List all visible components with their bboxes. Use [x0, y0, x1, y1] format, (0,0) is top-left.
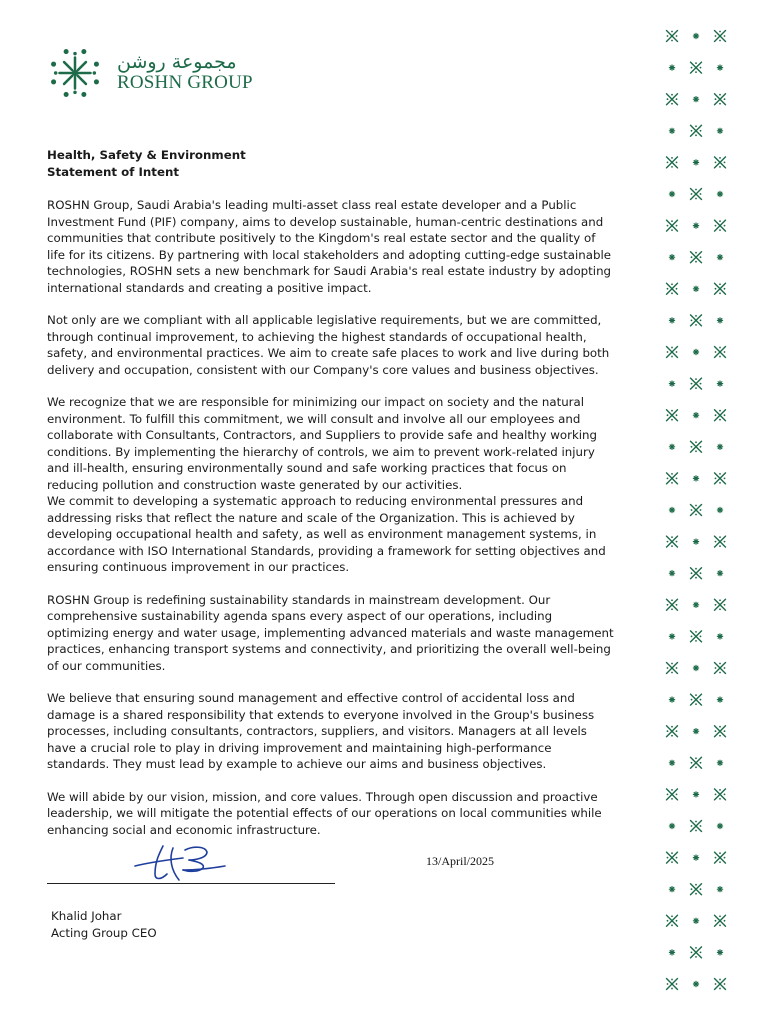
pattern-large-star	[715, 473, 726, 484]
decorative-pattern	[660, 26, 732, 1006]
pattern-small-star	[693, 855, 698, 860]
paragraph: ROSHN Group is redefining sustainability standards in mainstream development. Our comprehensive sustainability agenda spans every aspect of our operations, including optimizing energy and water usage, implementing advanced materials and waste management practices, enhancing transport systems and connectivity, and prioritizing the overall well-being of our communities.	[47, 592, 614, 673]
roshn-emblem-icon	[46, 44, 104, 102]
pattern-small-star	[717, 65, 722, 70]
pattern-small-star	[717, 950, 722, 955]
pattern-large-star	[691, 947, 702, 958]
pattern-small-star	[693, 981, 698, 986]
signer-title: Acting Group CEO	[51, 926, 157, 940]
pattern-large-star	[667, 220, 678, 231]
pattern-large-star	[667, 347, 678, 358]
pattern-large-star	[691, 378, 702, 389]
signer-info	[51, 908, 157, 942]
pattern-small-star	[693, 413, 698, 418]
pattern-small-star	[669, 255, 674, 260]
pattern-large-star	[667, 31, 678, 42]
pattern-small-star	[717, 191, 722, 196]
pattern-small-star	[717, 697, 722, 702]
pattern-large-star	[667, 473, 678, 484]
pattern-small-star	[717, 760, 722, 765]
pattern-large-star	[691, 62, 702, 73]
pattern-large-star	[715, 157, 726, 168]
pattern-small-star	[669, 887, 674, 892]
pattern-large-star	[667, 789, 678, 800]
pattern-large-star	[691, 757, 702, 768]
pattern-small-star	[693, 602, 698, 607]
paragraph: We will abide by our vision, mission, and core values. Through open discussion and proactive leadership, we will mitigate the potential effects of our operations on local communities while enhancing social and economic infrastructure.	[47, 789, 602, 837]
pattern-large-star	[667, 915, 678, 926]
heading-title: Health, Safety & Environment	[47, 148, 246, 162]
signature-date: 13/April/2025	[426, 854, 494, 868]
pattern-small-star	[693, 476, 698, 481]
pattern-large-star	[691, 505, 702, 516]
pattern-large-star	[715, 94, 726, 105]
pattern-large-star	[667, 979, 678, 990]
paragraph: We believe that ensuring sound management and effective control of accidental loss and damage is a shared responsibility that extends to everyone involved in the Group's business processes, including consultants, contractors, suppliers, and visitors. Managers at all levels have a crucial role to play in driving improvement and maintaining high-performance standards. They must lead by example to achieve our aims and business objectives.	[47, 691, 595, 771]
pattern-small-star	[693, 349, 698, 354]
pattern-small-star	[669, 634, 674, 639]
pattern-large-star	[715, 31, 726, 42]
pattern-large-star	[715, 915, 726, 926]
pattern-small-star	[669, 381, 674, 386]
pattern-large-star	[715, 726, 726, 737]
pattern-large-star	[715, 599, 726, 610]
brand-name-arabic: مجموعة روشن	[117, 51, 237, 73]
pattern-small-star	[717, 634, 722, 639]
pattern-large-star	[667, 536, 678, 547]
pattern-small-star	[693, 918, 698, 923]
pattern-small-star	[669, 571, 674, 576]
paragraph: We recognize that we are responsible for minimizing our impact on society and the natural environment. To fulfill this commitment, we will consult and involve all our employees and collaborate with Consultants, Contractors, and Suppliers to provide safe and healthy working conditions. By implementing the hierarchy of controls, we aim to prevent work-related injury and ill-health, ensuring environmentally sound and safe working practices that focus on reducing pollution and construction waste generated by our activities.	[47, 395, 598, 492]
pattern-small-star	[693, 792, 698, 797]
pattern-large-star	[715, 410, 726, 421]
pattern-large-star	[715, 347, 726, 358]
star-pattern-icon	[660, 26, 732, 1006]
pattern-small-star	[693, 539, 698, 544]
pattern-large-star	[691, 125, 702, 136]
pattern-large-star	[691, 884, 702, 895]
pattern-large-star	[667, 94, 678, 105]
pattern-large-star	[691, 631, 702, 642]
pattern-large-star	[715, 789, 726, 800]
pattern-small-star	[669, 823, 674, 828]
pattern-large-star	[715, 283, 726, 294]
pattern-small-star	[717, 507, 722, 512]
pattern-small-star	[669, 507, 674, 512]
pattern-small-star	[717, 318, 722, 323]
statement-heading	[47, 147, 617, 181]
pattern-large-star	[691, 821, 702, 832]
pattern-small-star	[669, 760, 674, 765]
brand-name-english: ROSHN GROUP	[117, 72, 253, 93]
pattern-small-star	[669, 318, 674, 323]
pattern-small-star	[717, 823, 722, 828]
pattern-large-star	[715, 852, 726, 863]
pattern-small-star	[717, 128, 722, 133]
pattern-large-star	[715, 536, 726, 547]
heading-subtitle: Statement of Intent	[47, 165, 179, 179]
statement-body	[47, 147, 617, 854]
pattern-small-star	[693, 665, 698, 670]
pattern-large-star	[715, 663, 726, 674]
pattern-small-star	[693, 223, 698, 228]
signer-name: Khalid Johar	[51, 909, 122, 923]
pattern-small-star	[693, 286, 698, 291]
handwritten-signature	[133, 840, 229, 884]
paragraph: We commit to developing a systematic approach to reducing environmental pressures and addressing risks that reflect the nature and scale of the Organization. This is achieved by developing occupational health and safety, as well as environment management systems, in accordance with ISO International Standards, providing a framework for setting objectives and ensuring continuous improvement in our practices.	[47, 494, 606, 574]
pattern-small-star	[693, 97, 698, 102]
pattern-large-star	[691, 189, 702, 200]
pattern-large-star	[715, 220, 726, 231]
pattern-large-star	[691, 315, 702, 326]
pattern-large-star	[691, 694, 702, 705]
pattern-small-star	[669, 444, 674, 449]
pattern-small-star	[669, 950, 674, 955]
pattern-large-star	[667, 157, 678, 168]
pattern-large-star	[691, 441, 702, 452]
pattern-small-star	[717, 887, 722, 892]
pattern-large-star	[667, 599, 678, 610]
pattern-large-star	[667, 726, 678, 737]
pattern-small-star	[693, 160, 698, 165]
pattern-small-star	[669, 65, 674, 70]
pattern-large-star	[667, 852, 678, 863]
paragraph: ROSHN Group, Saudi Arabia's leading multi-asset class real estate developer and a Public Investment Fund (PIF) company, aims to develop sustainable, human-centric destinations and communities that contribute positively to the Kingdom's real estate sector and the quality of life for its citizens. By partnering with local stakeholders and adopting cutting-edge sustainable technologies, ROSHN sets a new benchmark for Saudi Arabia's real estate industry by adopting international standards and creating a positive impact.	[47, 198, 612, 295]
pattern-small-star	[717, 571, 722, 576]
pattern-large-star	[691, 568, 702, 579]
pattern-large-star	[667, 663, 678, 674]
pattern-small-star	[669, 697, 674, 702]
pattern-small-star	[669, 128, 674, 133]
roshn-logo	[46, 44, 253, 102]
paragraph: Not only are we compliant with all applicable legislative requirements, but we are committed, through continual improvement, to achieving the highest standards of occupational health, safety, and environmental practices. We aim to create safe places to work and live during both delivery and occupation, consistent with our Company's core values and business objectives.	[47, 313, 610, 377]
pattern-small-star	[717, 255, 722, 260]
pattern-large-star	[667, 410, 678, 421]
pattern-large-star	[691, 252, 702, 263]
signature-line	[47, 883, 335, 884]
pattern-large-star	[715, 979, 726, 990]
pattern-small-star	[669, 191, 674, 196]
pattern-small-star	[693, 33, 698, 38]
pattern-small-star	[717, 381, 722, 386]
pattern-small-star	[717, 444, 722, 449]
signature-block	[47, 840, 337, 886]
pattern-small-star	[693, 729, 698, 734]
pattern-large-star	[667, 283, 678, 294]
